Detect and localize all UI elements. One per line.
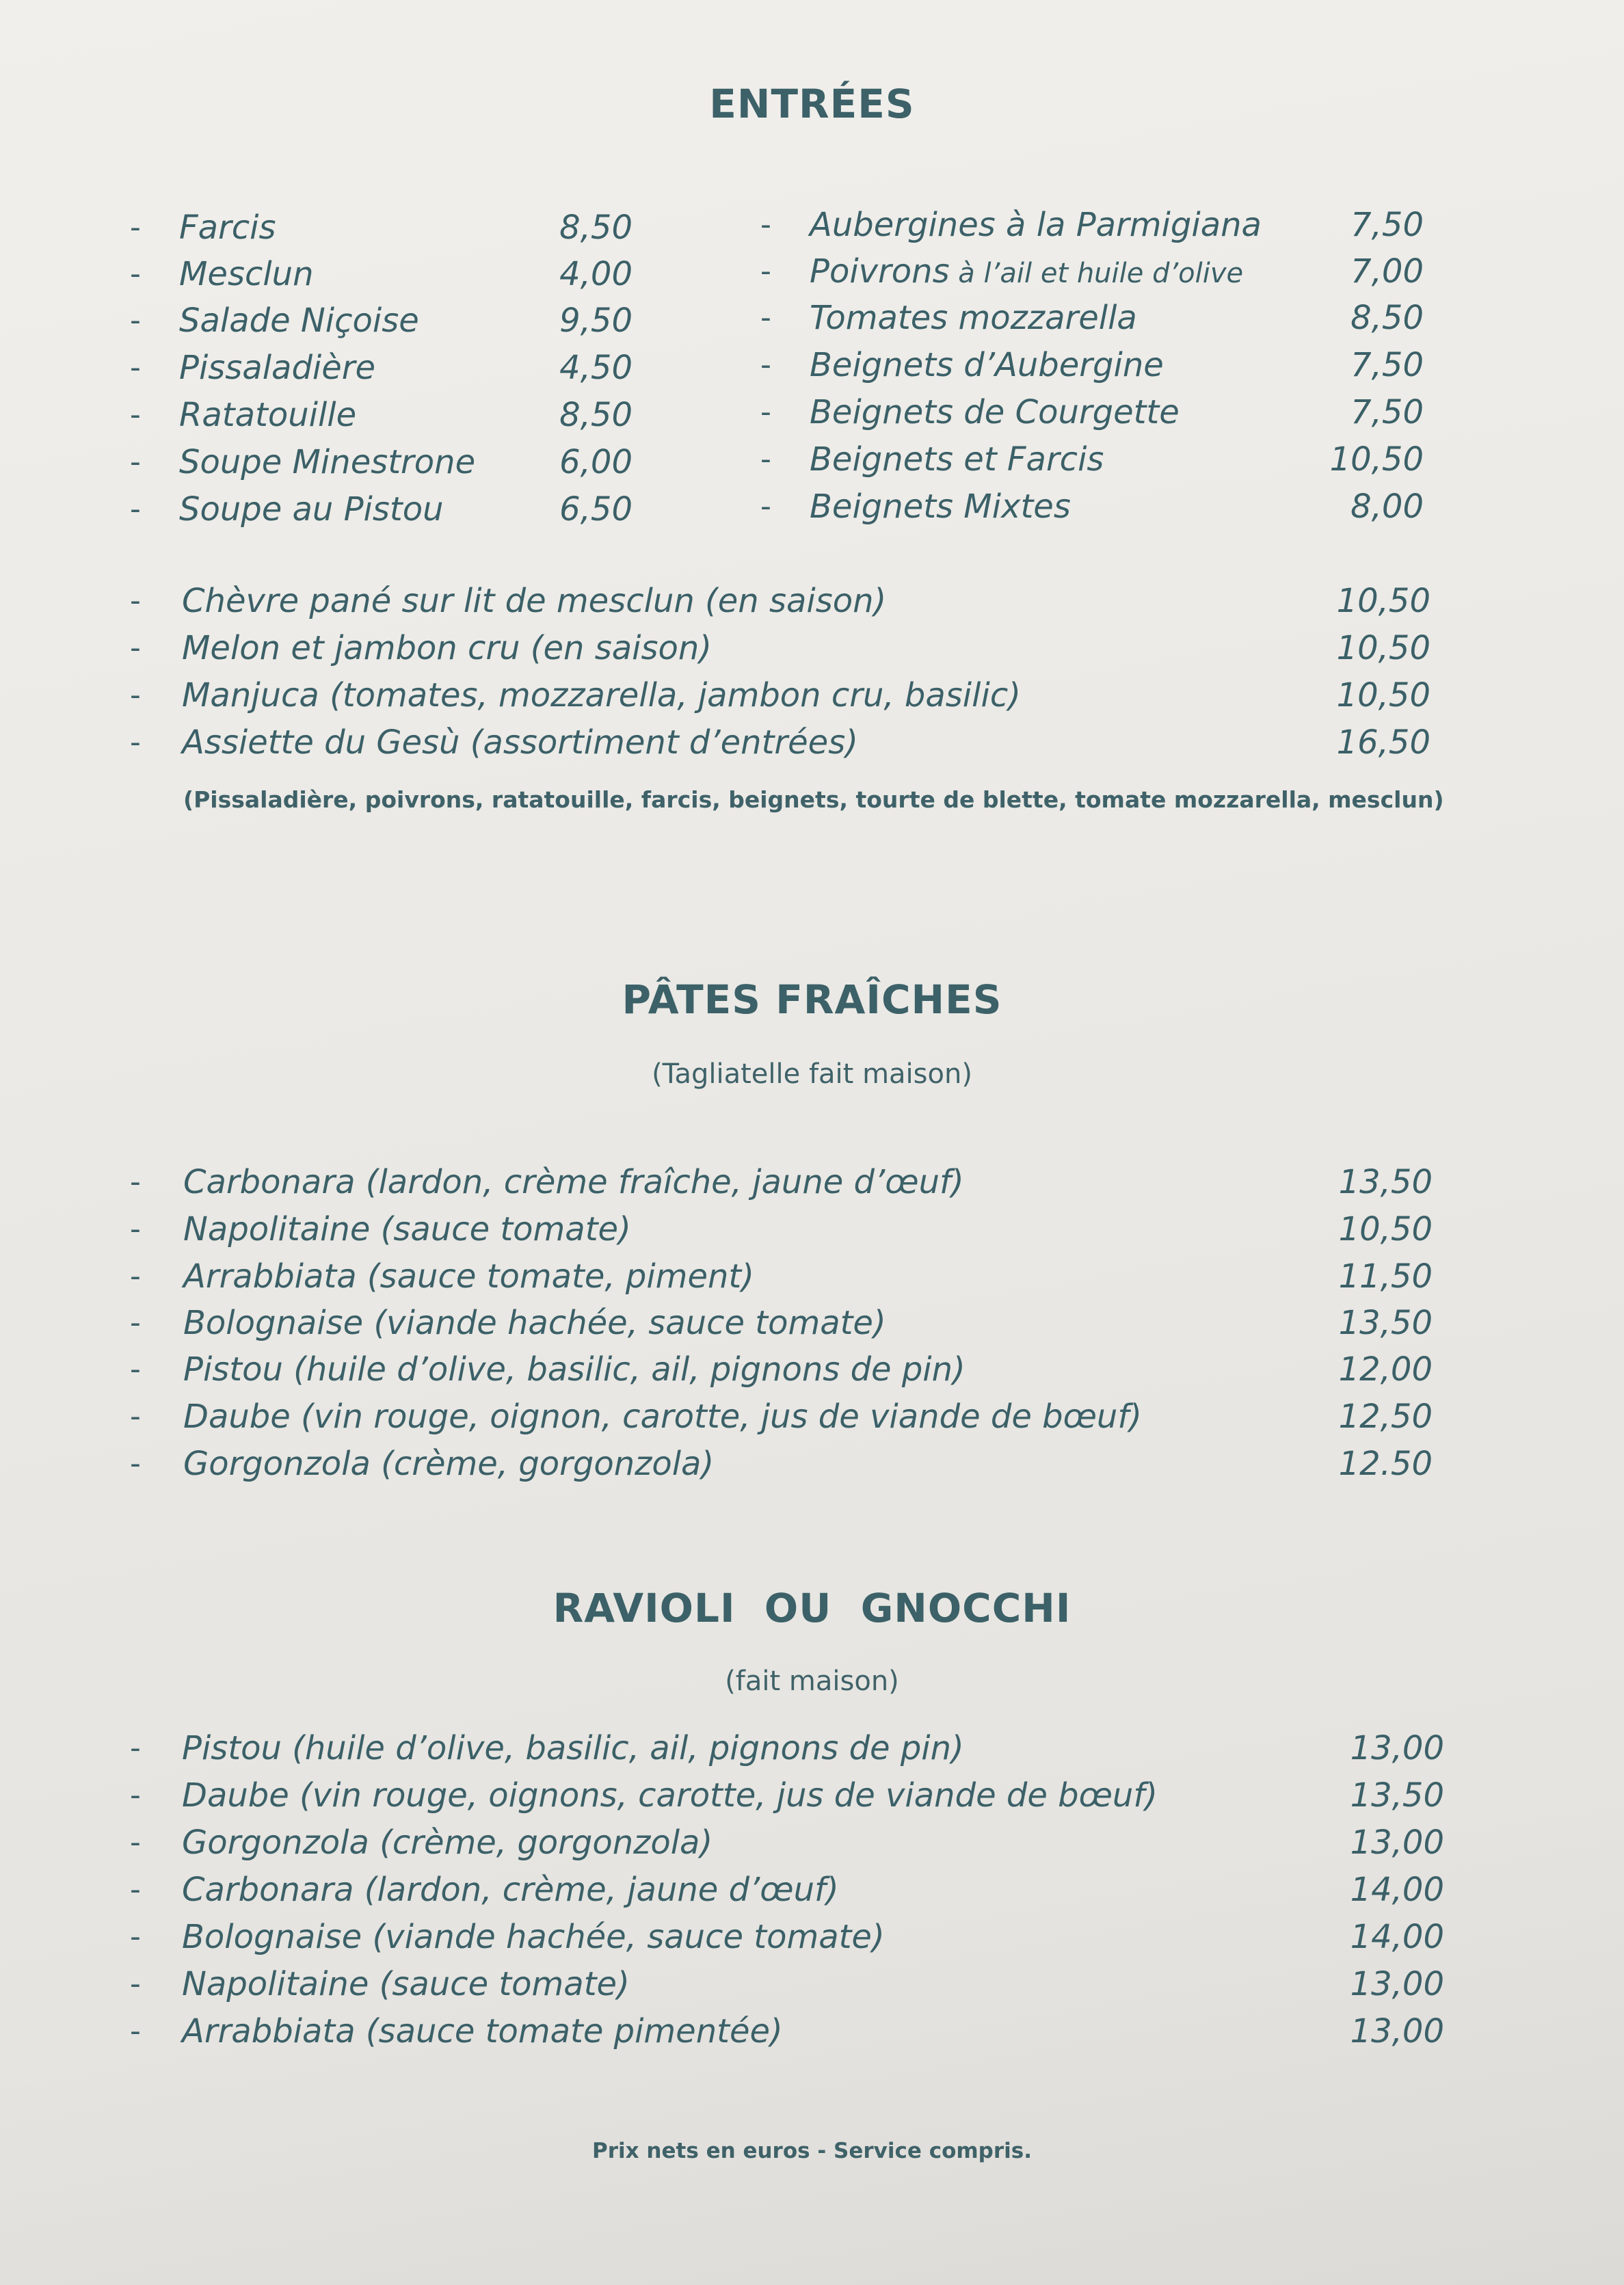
dash: - <box>760 207 771 242</box>
item-price: 13,50 <box>1338 1163 1433 1201</box>
item-name: Beignets d’Aubergine <box>810 346 1164 384</box>
list-item <box>130 627 1443 669</box>
list-item <box>130 2010 1456 2053</box>
list-item <box>130 1395 1443 1438</box>
ravioli-subtitle: (fait maison) <box>725 1666 899 1697</box>
dash: - <box>130 1825 141 1860</box>
dash: - <box>760 347 771 382</box>
item-name: Soupe au Pistou <box>179 490 444 529</box>
dash: - <box>130 1399 141 1434</box>
item-price: 13,00 <box>1350 2012 1444 2050</box>
item-price: 7,00 <box>1350 252 1424 291</box>
dash: - <box>130 210 141 245</box>
list-item <box>760 438 1444 481</box>
item-name: Daube (vin rouge, oignons, carotte, jus de viande de bœuf) <box>182 1776 1158 1815</box>
dash: - <box>130 1731 141 1765</box>
item-price: 7,50 <box>1350 206 1424 244</box>
item-name: Salade Niçoise <box>179 302 419 340</box>
list-item <box>760 344 1444 386</box>
item-price: 10,50 <box>1336 676 1430 714</box>
dash: - <box>130 1872 141 1907</box>
item-price: 6,50 <box>559 490 633 529</box>
item-name: Pissaladière <box>179 349 376 387</box>
dash: - <box>130 1305 141 1340</box>
item-name: Manjuca (tomates, mozzarella, jambon cru, basilic) <box>182 676 1021 714</box>
list-item <box>130 674 1443 717</box>
list-item <box>130 580 1443 622</box>
list-item <box>130 1869 1456 1911</box>
list-item <box>130 206 650 249</box>
item-name: Carbonara (lardon, crème fraîche, jaune d’œuf) <box>183 1163 964 1201</box>
item-price: 8,00 <box>1350 487 1424 526</box>
item-name: Pistou (huile d’olive, basilic, ail, pignons de pin) <box>183 1350 966 1389</box>
dash: - <box>130 492 141 526</box>
item-name: Beignets de Courgette <box>810 393 1180 431</box>
item-name: Mesclun <box>179 255 314 293</box>
list-item <box>130 1255 1443 1298</box>
item-price: 10,50 <box>1329 440 1424 479</box>
item-name-main: Poivrons <box>810 252 950 291</box>
item-name: Bolognaise (viande hachée, sauce tomate) <box>183 1304 886 1342</box>
list-item <box>130 299 650 342</box>
list-item <box>760 391 1444 433</box>
list-item <box>130 1727 1456 1769</box>
entrees-heading: ENTRÉES <box>709 81 915 127</box>
item-price: 12,00 <box>1338 1350 1433 1389</box>
item-price: 4,50 <box>559 349 633 387</box>
pates-heading: PÂTES FRAÎCHES <box>622 976 1002 1023</box>
item-name: Bolognaise (viande hachée, sauce tomate) <box>182 1918 885 1956</box>
item-price: 8,50 <box>1350 299 1424 337</box>
item-name-detail: à l’ail et huile d’olive <box>949 258 1244 289</box>
dash: - <box>130 1352 141 1387</box>
pates-subtitle: (Tagliatelle fait maison) <box>652 1058 972 1090</box>
item-name: Beignets Mixtes <box>810 487 1071 526</box>
item-price: 16,50 <box>1336 723 1430 762</box>
list-item <box>760 204 1444 246</box>
item-price: 14,00 <box>1350 1871 1444 1909</box>
item-price: 12,50 <box>1338 1398 1433 1436</box>
item-name: Pistou (huile d’olive, basilic, ail, pignons de pin) <box>182 1729 964 1767</box>
list-item <box>130 1821 1456 1864</box>
item-price: 4,00 <box>559 255 633 293</box>
dash: - <box>130 1259 141 1294</box>
item-name: Melon et jambon cru (en saison) <box>182 629 712 667</box>
item-price: 8,50 <box>559 209 633 247</box>
item-price: 7,50 <box>1350 346 1424 384</box>
list-item <box>760 297 1444 339</box>
list-item <box>760 485 1444 528</box>
item-price: 12.50 <box>1338 1445 1433 1483</box>
item-price: 7,50 <box>1350 393 1424 431</box>
item-name: Soupe Minestrone <box>179 443 476 481</box>
dash: - <box>130 2014 141 2048</box>
list-item <box>130 1774 1456 1817</box>
item-name: Napolitaine (sauce tomate) <box>183 1210 631 1248</box>
item-price: 13,00 <box>1350 1965 1444 2003</box>
dash: - <box>130 678 141 712</box>
dash: - <box>760 442 771 477</box>
item-name: Aubergines à la Parmigiana <box>810 206 1262 244</box>
dash: - <box>130 1919 141 1954</box>
item-name <box>810 250 1243 295</box>
list-item <box>130 1348 1443 1391</box>
dash: - <box>760 489 771 524</box>
dash: - <box>130 444 141 479</box>
dash: - <box>130 397 141 432</box>
item-price: 10,50 <box>1338 1210 1433 1248</box>
dash: - <box>130 725 141 760</box>
item-name: Farcis <box>179 209 276 247</box>
item-name: Gorgonzola (crème, gorgonzola) <box>182 1823 713 1862</box>
item-name: Arrabbiata (sauce tomate, piment) <box>183 1257 754 1296</box>
list-item <box>130 1302 1443 1344</box>
list-item <box>130 1916 1456 1958</box>
item-name: Ratatouille <box>179 396 357 434</box>
item-price: 14,00 <box>1350 1918 1444 1956</box>
dash: - <box>130 1778 141 1813</box>
item-name: Napolitaine (sauce tomate) <box>182 1965 630 2003</box>
item-name: Arrabbiata (sauce tomate pimentée) <box>182 2012 783 2050</box>
dash: - <box>130 630 141 665</box>
dash: - <box>130 256 141 291</box>
footer-note: Prix nets en euros - Service compris. <box>591 2139 1033 2163</box>
dash: - <box>760 254 771 289</box>
dash: - <box>760 300 771 335</box>
item-price: 10,50 <box>1336 582 1430 620</box>
item-price: 13,00 <box>1350 1823 1444 1862</box>
item-price: 9,50 <box>559 302 633 340</box>
item-price: 13,50 <box>1338 1304 1433 1342</box>
dash: - <box>760 395 771 429</box>
item-price: 8,50 <box>559 396 633 434</box>
item-price: 13,00 <box>1350 1729 1444 1767</box>
assortment-note: (Pissaladière, poivrons, ratatouille, farcis, beignets, tourte de blette, tomate mozzarella, mesclun) <box>183 786 1444 813</box>
item-price: 13,50 <box>1350 1776 1444 1815</box>
list-item <box>130 441 650 483</box>
item-name: Carbonara (lardon, crème, jaune d’œuf) <box>182 1871 839 1909</box>
dash: - <box>130 303 141 338</box>
dash: - <box>130 1212 141 1246</box>
dash: - <box>130 1164 141 1199</box>
item-price: 11,50 <box>1338 1257 1433 1296</box>
dash: - <box>130 350 141 385</box>
item-name: Chèvre pané sur lit de mesclun (en saison) <box>182 582 887 620</box>
item-price: 10,50 <box>1336 629 1430 667</box>
item-name: Assiette du Gesù (assortiment d’entrées) <box>182 723 858 762</box>
item-name: Beignets et Farcis <box>810 440 1104 479</box>
list-item <box>130 1443 1443 1485</box>
list-item <box>130 721 1443 764</box>
list-item <box>130 253 650 295</box>
item-price: 6,00 <box>559 443 633 481</box>
item-name: Tomates mozzarella <box>810 299 1137 337</box>
list-item <box>130 394 650 436</box>
list-item <box>130 488 650 531</box>
dash: - <box>130 583 141 618</box>
list-item <box>130 1208 1443 1251</box>
list-item <box>130 347 650 389</box>
item-name: Daube (vin rouge, oignon, carotte, jus de viande de bœuf) <box>183 1398 1142 1436</box>
list-item <box>760 250 1444 293</box>
list-item <box>130 1161 1443 1203</box>
item-name: Gorgonzola (crème, gorgonzola) <box>183 1445 715 1483</box>
list-item <box>130 1963 1456 2005</box>
ravioli-heading: RAVIOLI OU GNOCCHI <box>553 1585 1071 1631</box>
dash: - <box>130 1446 141 1481</box>
dash: - <box>130 1966 141 2001</box>
